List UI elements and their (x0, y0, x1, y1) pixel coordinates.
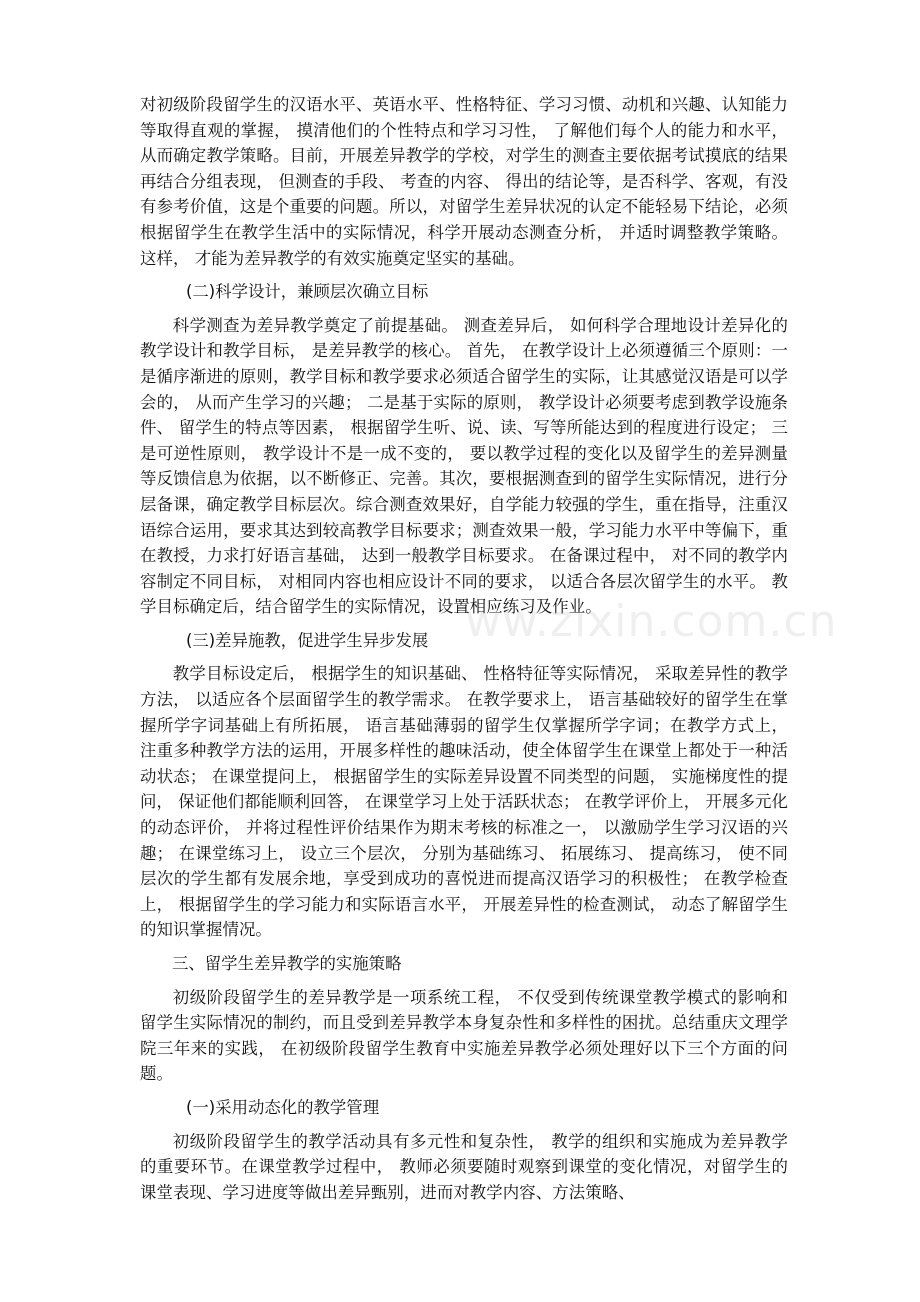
document-page (140, 92, 788, 1205)
section-heading-1: (一)采用动态化的教学管理 (186, 1097, 380, 1117)
chapter-heading-3: 三、留学生差异教学的实施策略 (172, 954, 402, 973)
paragraph-intro: 对初级阶段留学生的汉语水平、英语水平、性格特征、学习习惯、动机和兴趣、认知能力等取得直观的掌握， 摸清他们的个性特点和学习习性， 了解他们每个人的能力和水平，从而确定教学策略。目前，开展差异教学的学校，对学生的测查主要依据考试摸底的结果再结合分组表现， 但测查的手段、 考查的内容、 得出的结论等，是否科学、客观，有没有参考价值，这是个重要的问题。所以，对留学生差异状况的认定不能轻易下结论，必须根据留学生在教学生活中的实际情况，科学开展动态测查分析， 并适时调整教学策略。 这样， 才能为差异教学的有效实施奠定坚实的基础。 (140, 95, 788, 268)
watermark: ww.zixin.com.cn (465, 596, 838, 647)
section-heading-3: (三)差异施教，促进学生异步发展 (186, 630, 429, 650)
section-heading-2: (二)科学设计，兼顾层次确立目标 (186, 282, 429, 302)
paragraph-strategy-intro: 初级阶段留学生的差异教学是一项系统工程， 不仅受到传统课堂教学模式的影响和留学生实际情况的制约，而且受到差异教学本身复杂性和多样性的困扰。总结重庆文理学院三年来的实践， 在初级阶段留学生教育中实施差异教学必须处理好以下三个方面的问题。 (140, 987, 788, 1084)
paragraph-differentiated-teaching: 教学目标设定后， 根据学生的知识基础、 性格特征等实际情况， 采取差异性的教学方法， 以适应各个层面留学生的教学需求。 在教学要求上， 语言基础较好的留学生在掌握所学字词基础上有所拓展， 语言基础薄弱的留学生仅掌握所学字词；在教学方式上，注重多种教学方法的运用，开展多样性的趣味活动，使全体留学生在课堂上都处于一种活动状态； 在课堂提问上， 根据留学生的实际差异设置不同类型的问题， 实施梯度性的提问， 保证他们都能顺利回答， 在课堂学习上处于活跃状态； 在教学评价上， 开展多元化的动态评价， 并将过程性评价结果作为期末考核的标准之一， 以激励学生学习汉语的兴趣； 在课堂练习上， 设立三个层次， 分别为基础练习、 拓展练习、 提高练习， 使不同层次的学生都有发展余地，享受到成功的喜悦进而提高汉语学习的积极性； 在教学检查上， 根据留学生的学习能力和实际语言水平， 开展差异性的检查测试， 动态了解留学生的知识掌握情况。 (140, 664, 788, 940)
paragraph-dynamic-management: 初级阶段留学生的教学活动具有多元性和复杂性， 教学的组织和实施成为差异教学的重要环节。在课堂教学过程中， 教师必须要随时观察到课堂的变化情况，对留学生的课堂表现、学习进度等做出差异甄别，进而对教学内容、方法策略、 (140, 1131, 788, 1202)
paragraph-design: 科学测查为差异教学奠定了前提基础。 测查差异后， 如何科学合理地设计差异化的教学设计和教学目标， 是差异教学的核心。 首先， 在教学设计上必须遵循三个原则：一是循序渐进的原则，教学目标和教学要求必须适合留学生的实际，让其感觉汉语是可以学会的， 从而产生学习的兴趣； 二是基于实际的原则， 教学设计必须要考虑到教学设施条件、 留学生的特点等因素， 根据留学生听、说、读、写等所能达到的程度进行设定； 三是可逆性原则， 教学设计不是一成不变的， 要以教学过程的变化以及留学生的差异测量等反馈信息为依据，以不断修正、完善。其次，要根据测查到的留学生实际情况，进行分层备课，确定教学目标层次。综合测查效果好，自学能力较强的学生，重在指导，注重汉语综合运用，要求其达到较高教学目标要求；测查效果一般，学习能力水平中等偏下，重在教授，力求打好语言基础， 达到一般教学目标要求。 在备课过程中， 对不同的教学内容制定不同目标， 对相同内容也相应设计不同的要求， 以适合各层次留学生的水平。 教学目标确定后，结合留学生的实际情况，设置相应练习及作业。 (140, 315, 788, 617)
